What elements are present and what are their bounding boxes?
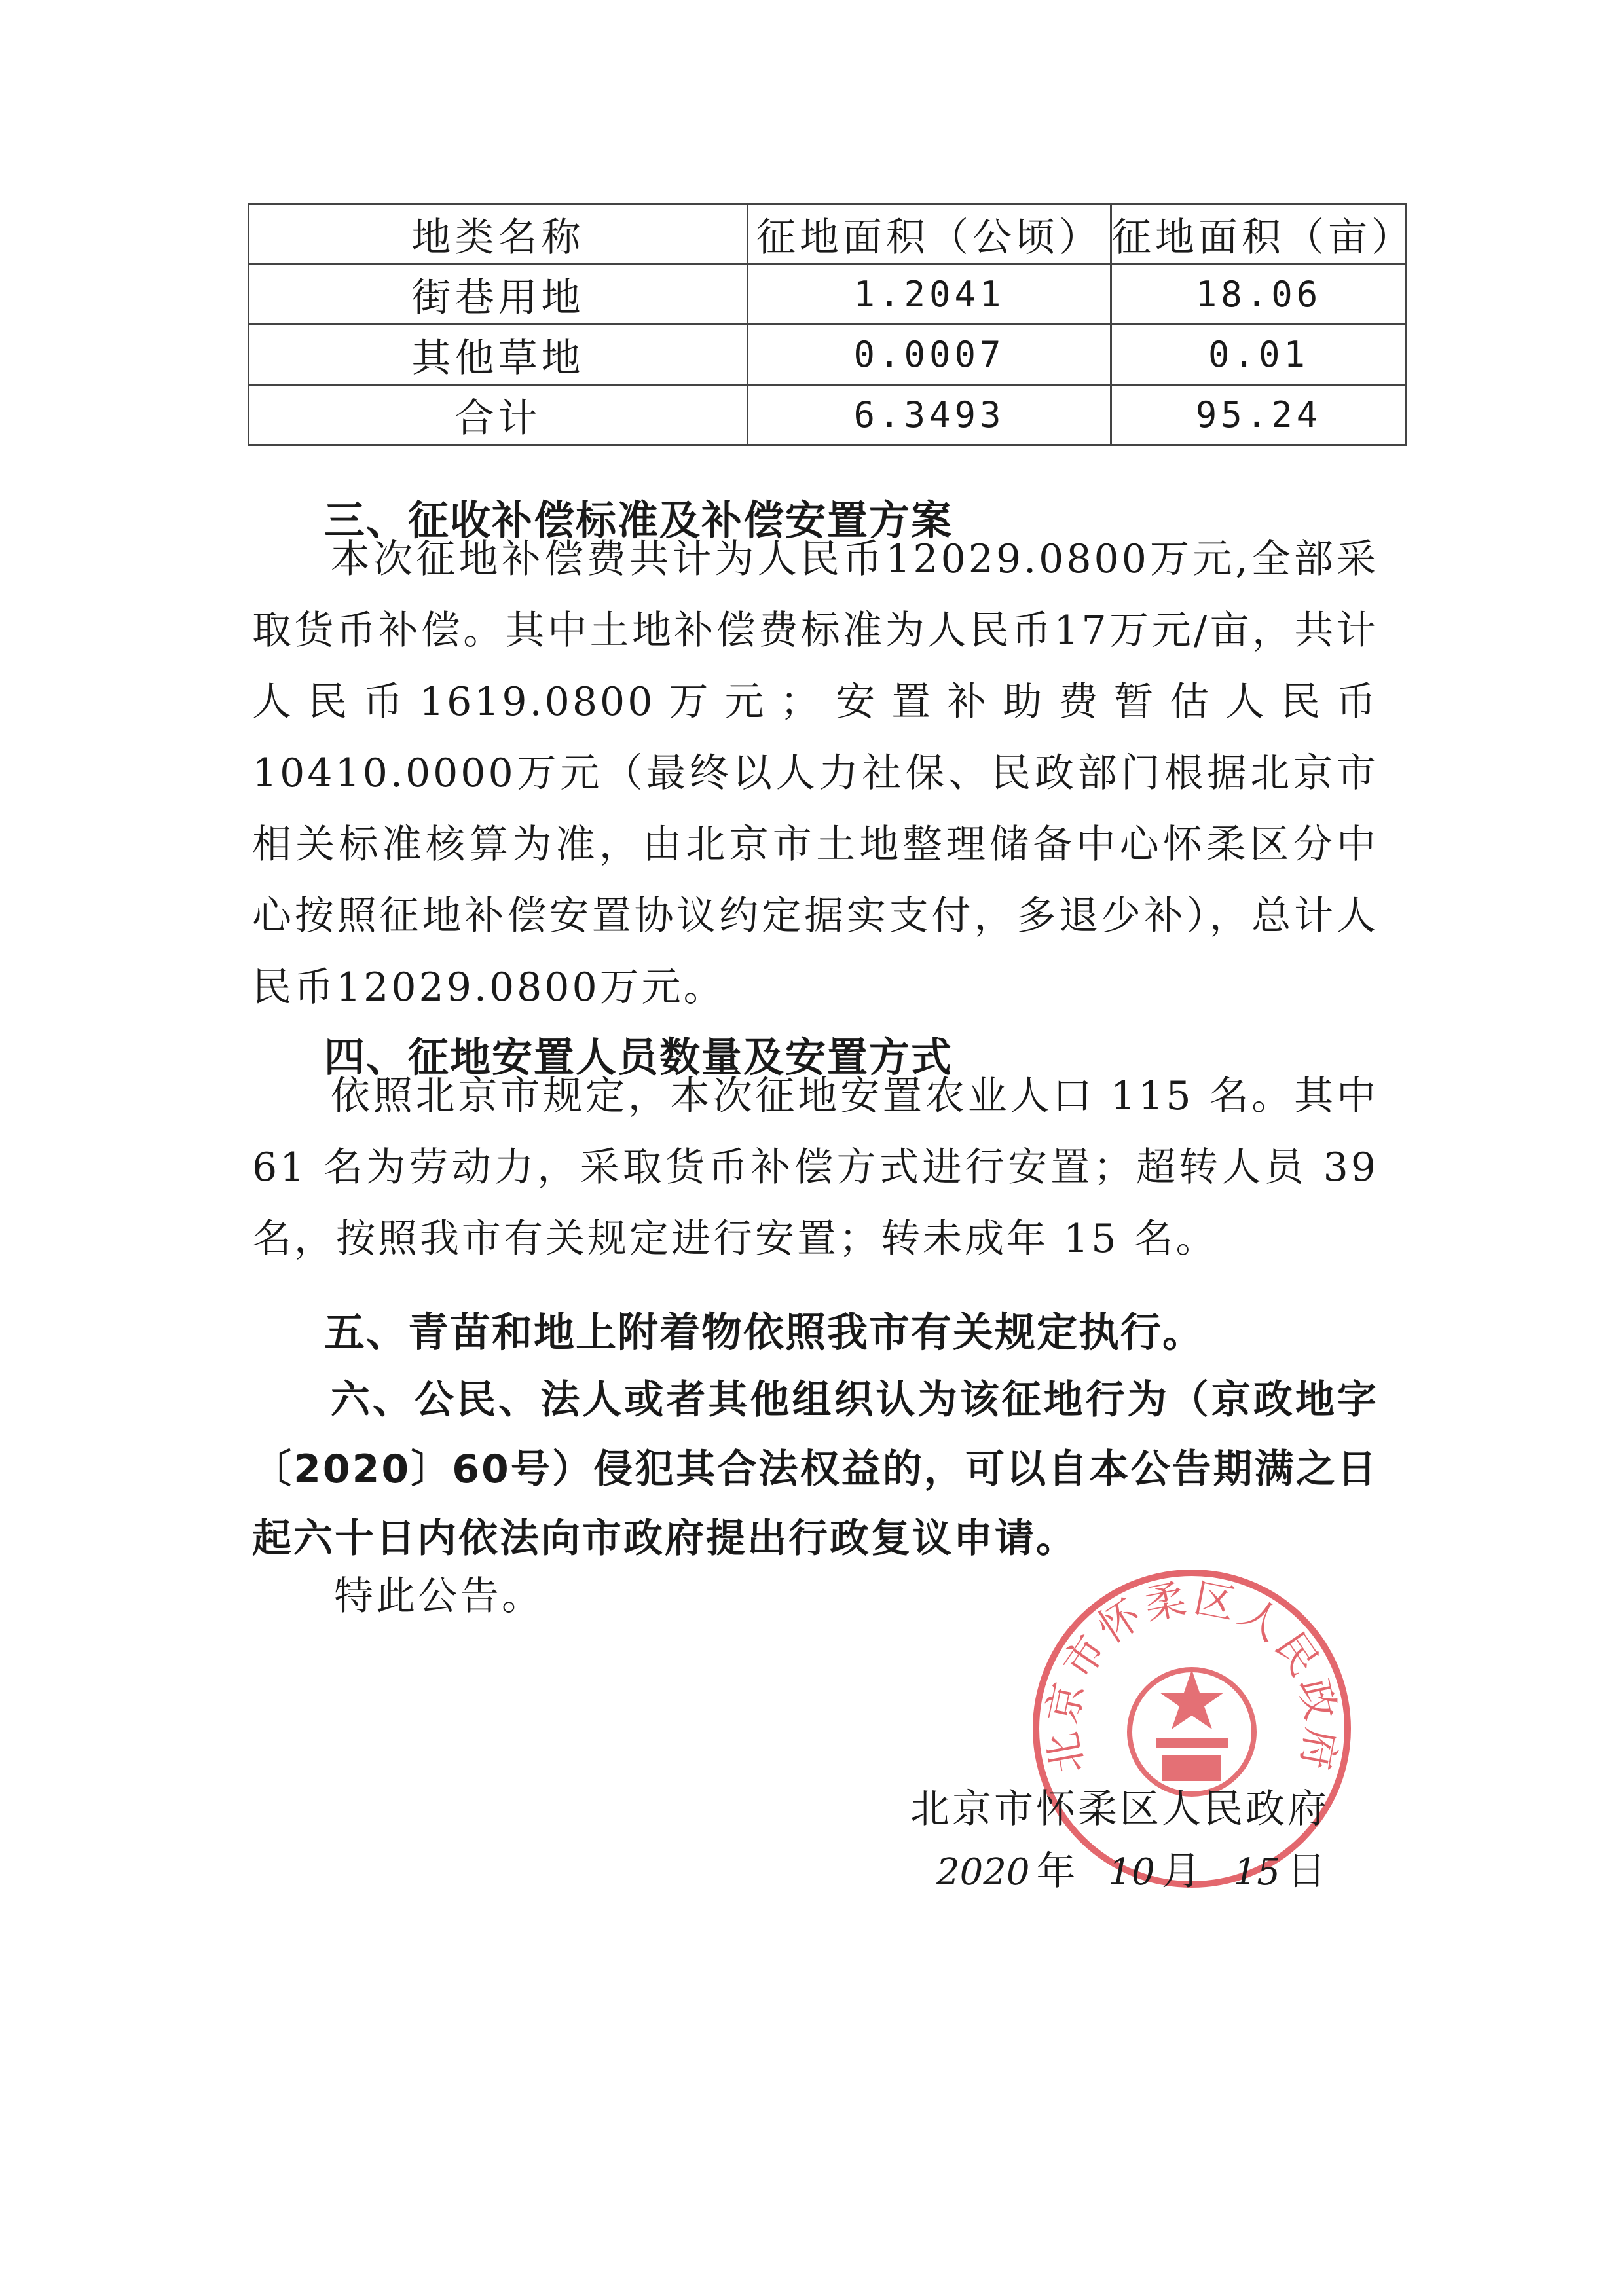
cell-land-type: 其他草地 (249, 325, 748, 385)
table-header-row (249, 204, 1407, 265)
table-row (249, 265, 1407, 325)
date-month: 10 (1108, 1851, 1155, 1894)
section4-heading: 四、征地安置人员数量及安置方式 (324, 1033, 953, 1081)
seal-text: 北京市怀柔区人民政府 (1037, 1573, 1346, 1777)
cell-land-type: 合计 (249, 385, 748, 445)
section3-body: 本次征地补偿费共计为人民币12029.0800万元,全部采取货币补偿。其中土地补偿费标准为人民币17万元/亩，共计人民币1619.0800万元；安置补助费暂估人民币10410.0000万元（最终以人力社保、民政部门根据北京市相关标准核算为准，由北京市土地整理储备中心怀柔区分中心按照征地补偿安置协议约定据实支付，多退少补），总计人民币12029.0800万元。 (252, 536, 1378, 1010)
section4-body: 依照北京市规定，本次征地安置农业人口 115 名。其中 61 名为劳动力，采取货币补偿方式进行安置；超转人员 39 名，按照我市有关规定进行安置；转未成年 15 名。 (252, 1073, 1378, 1262)
month-label: 月 (1161, 1848, 1201, 1894)
section5-heading: 五、青苗和地上附着物依照我市有关规定执行。 (324, 1308, 1205, 1356)
table-row-total (249, 385, 1407, 445)
section6-body: 六、公民、法人或者其他组织认为该征地行为（京政地字〔2020〕60号）侵犯其合法权益的，可以自本公告期满之日起六十日内依法向市政府提出行政复议申请。 (252, 1377, 1378, 1562)
cell-hectare: 0.0007 (748, 325, 1111, 385)
header-area-mu: 征地面积（亩） (1111, 204, 1407, 265)
cell-hectare: 1.2041 (748, 265, 1111, 325)
closing-text: 特此公告。 (334, 1573, 544, 1619)
signing-organization: 北京市怀柔区人民政府 (910, 1786, 1329, 1832)
cell-mu: 95.24 (1111, 385, 1407, 445)
date-year: 2020 (936, 1851, 1030, 1894)
year-label: 年 (1036, 1848, 1076, 1894)
cell-mu: 0.01 (1111, 325, 1407, 385)
table-row (249, 325, 1407, 385)
header-land-type: 地类名称 (249, 204, 748, 265)
date-day: 15 (1233, 1851, 1281, 1894)
cell-land-type: 街巷用地 (249, 265, 748, 325)
day-label: 日 (1287, 1848, 1327, 1894)
header-area-hectare: 征地面积（公顷） (748, 204, 1111, 265)
signing-date (936, 1840, 1359, 1896)
cell-mu: 18.06 (1111, 265, 1407, 325)
section3-heading: 三、征收补偿标准及补偿安置方案 (324, 496, 953, 544)
cell-hectare: 6.3493 (748, 385, 1111, 445)
land-area-table (248, 203, 1414, 446)
